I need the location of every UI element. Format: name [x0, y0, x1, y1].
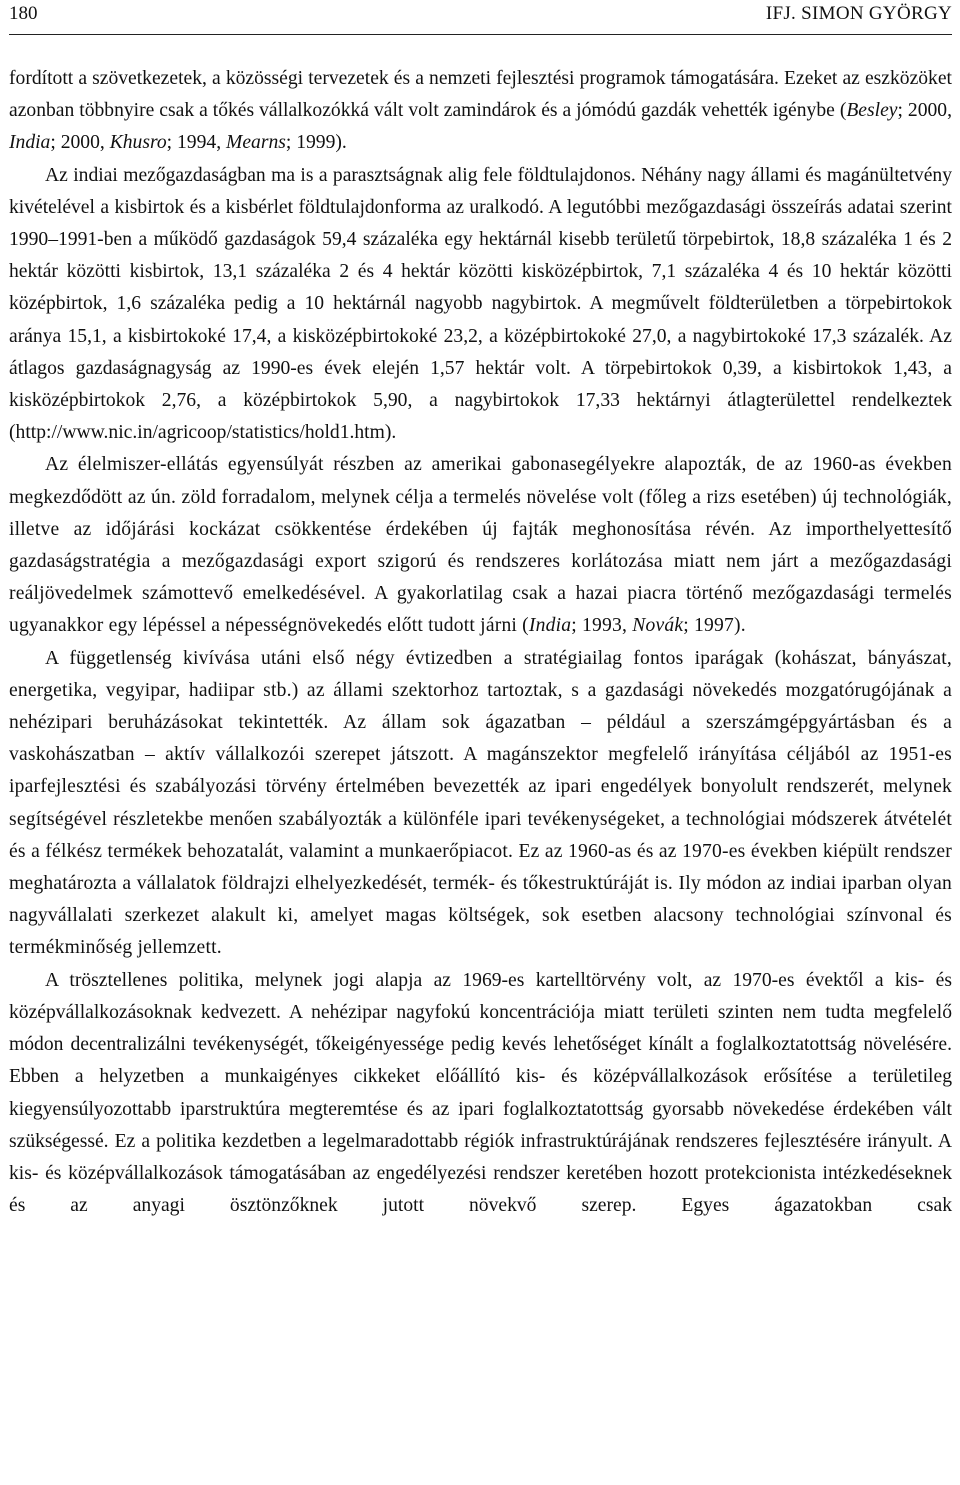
- citation-author: India: [528, 615, 572, 637]
- text-run: ; 1994,: [166, 132, 226, 154]
- paragraph: [9, 63, 952, 160]
- citation-author: Mearns: [226, 132, 286, 154]
- body-text: [9, 63, 952, 1222]
- text-run: A trösztellenes politika, melynek jogi alapja az 1969-es kartelltörvény volt, az 1970-es évektől a kis- és középvállalkozásoknak kedvezett. A nehézipar nagyfokú koncentrációja miatt területi szinten nem tudta megfelelő módon decentralizálni tevékenységét, tőkeigényessége pedig kevés lehetőséget kínált a foglalkoztatottság növelésére. Ebben a helyzetben a munkaigényes cikkeket előállító kis- és középvállalkozások erősítése a területileg kiegyensúlyozottabb iparstruktúra megteremtése és az ipari foglalkoztatottság gyorsabb növekedése érdekében vált szükségessé. Ez a politika kezdetben a legelmaradottabb régiók infrastruktúrájának rendszeres fejlesztésére irányult. A kis- és középvállalkozások támogatásában az engedélyezési rendszer keretében hozott protekcionista intézkedéseknek és az anyagi ösztönzőknek jutott növekvő szerep. Egyes ágazatokban csak: [9, 969, 952, 1217]
- text-run: Az élelmiszer-ellátás egyensúlyát részben az amerikai gabonasegélyekre alapozták, de az 1960-as években megkezdődött az ún. zöld forradalom, melynek célja a termelés növelése volt (főleg a rizs esetében) új technológiák, illetve az időjárási kockázat csökkentése érdekében új fajták meghonosítása révén. Az importhelyettesítő gazdaságstratégia a mezőgazdasági export szigorú és rendszeres korlátozása miatt nem járt a mezőgazdasági reáljövedelmek számottevő emelkedésével. A gyakorlatilag csak a hazai piacra történő mezőgazdasági termelés ugyanakkor egy lépéssel a népességnövekedés előtt tudott járni (: [9, 454, 952, 637]
- paragraph: [9, 965, 952, 1223]
- text-run: fordított a szövetkezetek, a közösségi tervezetek és a nemzeti fejlesztési programok támogatására. Ezeket az eszközöket azonban többnyire csak a tőkés vállalkozókká vált volt zamindárok és a jómódú gazdák vehették igénybe (: [9, 68, 952, 122]
- paragraph: [9, 643, 952, 965]
- citation-author: Novák: [632, 615, 684, 637]
- text-run: ; 1993,: [571, 615, 633, 637]
- citation-author: India: [9, 132, 51, 154]
- citation-author: Besley: [846, 100, 898, 122]
- citation-author: Khusro: [109, 132, 167, 154]
- text-run: A függetlenség kivívása utáni első négy évtizedben a stratégiailag fontos iparágak (kohászat, bányászat, energetika, vegyipar, hadiipar stb.) az állami szektorhoz tartoztak, s a gazdasági növekedés mozgatórugójának a nehézipari beruházásokat tekintették. Az állam sok ágazatban – például a szerszámgépgyártásban és a vaskohászatban – aktív vállalkozói szerepet játszott. A magánszektor megfelelő irányítása céljából az 1951-es iparfejlesztési és szabályozási törvény értelmében bevezették az ipari engedélyek bonyolult rendszerét, melynek segítségével részletekbe menően szabályozták a különféle ipari tevékenységeket, a technológiai módszerek átvételét és a félkész termékek behozatalát, valamint a munkaerőpiacot. Ez az 1960-as és az 1970-es években kiépült rendszer meghatározta a vállalatok földrajzi elhelyezkedését, termék- és tőkestruktúráját is. Ily módon az indiai iparban olyan nagyvállalati szerkezet alakult ki, amelyet magas költségek, sok esetben alacsony technológiai színvonal és termékminőség jellemzett.: [9, 647, 952, 959]
- running-header: [9, 0, 952, 35]
- running-header-author: IFJ. SIMON GYÖRGY: [765, 3, 952, 24]
- text-run: ; 2000,: [50, 132, 110, 154]
- text-run: ; 1997).: [683, 615, 746, 637]
- page-number: 180: [9, 3, 38, 24]
- text-run: Az indiai mezőgazdaságban ma is a parasztságnak alig fele földtulajdonos. Néhány nagy állami és magánültetvény kivételével a kisbirtok és a kisbérlet földtulajdonforma az uralkodó. A legutóbbi mezőgazdasági összeírás adatai szerint 1990–1991-ben a működő gazdaságok 59,4 százaléka egy hektárnál kisebb területű törpebirtok, 18,8 százaléka 1 és 2 hektár közötti kisbirtok, 13,1 százaléka 2 és 4 hektár közötti kisközépbirtok, 7,1 százaléka 4 és 10 hektár közötti középbirtok, 1,6 százaléka pedig a 10 hektárnál nagyobb nagybirtok. A megművelt földterületben a törpebirtokok aránya 15,1, a kisbirtokoké 17,4, a kisközépbirtokoké 23,2, a középbirtokoké 27,0, a nagybirtokoké 17,3 százalék. Az átlagos gazdaságnagyság az 1990-es évek elején 1,57 hektár volt. A törpebirtokok 0,39, a kisbirtokok 1,43, a kisközépbirtokok 2,76, a középbirtokok 5,90, a nagybirtokok 17,33 hektárnyi átlagterülettel rendelkeztek (http://www.nic.in/agricoop/statistics/hold1.htm).: [9, 164, 952, 444]
- paragraph: [9, 160, 952, 450]
- text-run: ; 2000,: [897, 100, 952, 122]
- text-run: ; 1999).: [285, 132, 347, 154]
- paragraph: [9, 449, 952, 642]
- book-page: [9, 0, 952, 1222]
